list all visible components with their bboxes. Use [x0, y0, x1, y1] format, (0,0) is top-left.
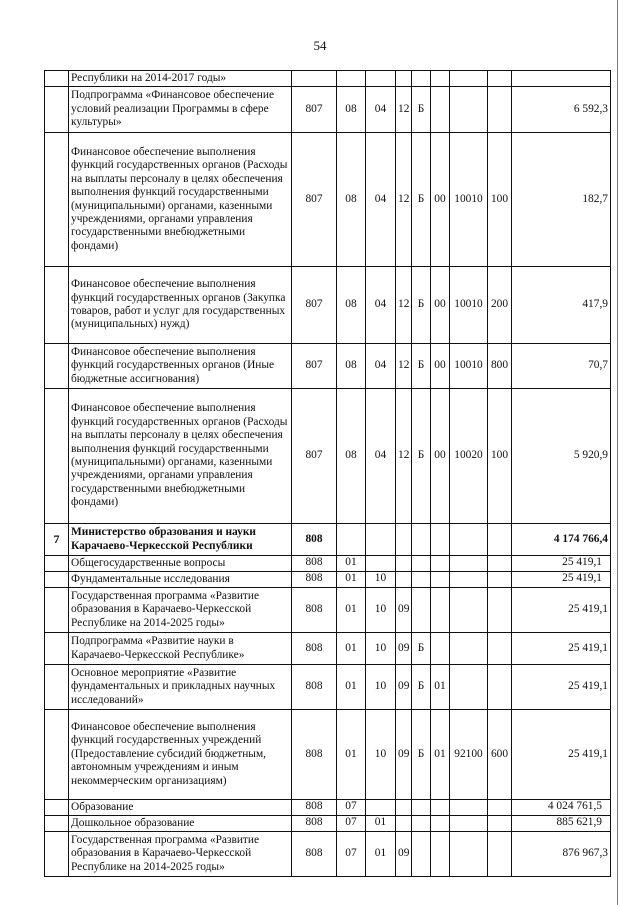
section-code-cell: 07 [337, 832, 366, 877]
direction-code-cell [450, 87, 488, 133]
program-code-cell [396, 524, 412, 556]
row-number-cell [45, 389, 69, 524]
section-code-cell: 01 [337, 572, 366, 588]
expense-type-code-cell [488, 800, 512, 816]
activity-code-cell [431, 71, 450, 87]
expense-type-code-cell [488, 556, 512, 572]
program-code-cell [396, 71, 412, 87]
page-number: 54 [313, 38, 327, 53]
amount-cell: 182,7 [512, 133, 611, 267]
activity-code-cell [431, 588, 450, 633]
subprogram-code-cell: Б [412, 665, 431, 710]
program-code-cell: 09 [396, 832, 412, 877]
ministry-code-cell [292, 71, 337, 87]
row-number-cell [45, 710, 69, 800]
activity-code-cell [431, 633, 450, 665]
expense-type-code-cell [488, 665, 512, 710]
item-name-cell: Фундаментальные исследования [69, 572, 292, 588]
amount-cell: 885 621,9 [512, 816, 611, 832]
page-edge-line [617, 0, 618, 905]
subprogram-code-cell: Б [412, 267, 431, 344]
amount-cell [512, 71, 611, 87]
subsection-code-cell: 10 [366, 572, 396, 588]
section-code-cell: 07 [337, 800, 366, 816]
expense-type-code-cell [488, 572, 512, 588]
program-code-cell: 09 [396, 588, 412, 633]
table-row [45, 71, 611, 87]
amount-cell: 25 419,1 [512, 556, 611, 572]
amount-cell: 876 967,3 [512, 832, 611, 877]
subprogram-code-cell: Б [412, 633, 431, 665]
expense-type-code-cell [488, 633, 512, 665]
section-code-cell: 01 [337, 633, 366, 665]
item-name-cell: Образование [69, 800, 292, 816]
amount-cell: 25 419,1 [512, 710, 611, 800]
subprogram-code-cell: Б [412, 133, 431, 267]
ministry-code-cell: 808 [292, 710, 337, 800]
subsection-code-cell: 04 [366, 389, 396, 524]
program-code-cell [396, 816, 412, 832]
direction-code-cell [450, 800, 488, 816]
subsection-code-cell: 04 [366, 87, 396, 133]
subprogram-code-cell [412, 71, 431, 87]
table-row [45, 524, 611, 556]
activity-code-cell [431, 800, 450, 816]
table-row [45, 832, 611, 877]
ministry-code-cell: 807 [292, 133, 337, 267]
item-name-cell: Государственная программа «Развитие образования в Карачаево-Черкесской Республике на 2014-2025 годы» [69, 588, 292, 633]
budget-table [44, 70, 611, 877]
expense-type-code-cell [488, 816, 512, 832]
direction-code-cell [450, 556, 488, 572]
subsection-code-cell [366, 71, 396, 87]
budget-table-body [45, 71, 611, 877]
subprogram-code-cell: Б [412, 87, 431, 133]
item-name-cell: Государственная программа «Развитие образования в Карачаево-Черкесской Республике на 2014-2025 годы» [69, 832, 292, 877]
table-row [45, 87, 611, 133]
row-number-cell [45, 267, 69, 344]
ministry-code-cell: 807 [292, 344, 337, 389]
program-code-cell: 12 [396, 344, 412, 389]
amount-cell: 6 592,3 [512, 87, 611, 133]
row-number-cell [45, 556, 69, 572]
amount-cell: 70,7 [512, 344, 611, 389]
ministry-code-cell: 808 [292, 665, 337, 710]
amount-cell: 4 174 766,4 [512, 524, 611, 556]
ministry-code-cell: 808 [292, 556, 337, 572]
amount-cell: 25 419,1 [512, 633, 611, 665]
item-name-cell: Основное мероприятие «Развитие фундаментальных и прикладных научных исследований» [69, 665, 292, 710]
expense-type-code-cell [488, 832, 512, 877]
program-code-cell: 09 [396, 665, 412, 710]
table-row [45, 267, 611, 344]
table-row [45, 665, 611, 710]
subsection-code-cell [366, 524, 396, 556]
row-number-cell [45, 633, 69, 665]
item-name-cell: Финансовое обеспечение выполнения функций государственных учреждений (Предоставление субсидий бюджетным, автономным учреждениям и иным некоммерческим организациям) [69, 710, 292, 800]
table-row [45, 556, 611, 572]
table-row [45, 800, 611, 816]
item-name-cell: Финансовое обеспечение выполнения функций государственных органов (Расходы на выплаты персоналу в целях обеспечения выполнения функций государственными (муниципальными) органами, казенными учреждениями, органами управления государственными внебюджетными фондами) [69, 133, 292, 267]
direction-code-cell: 10010 [450, 133, 488, 267]
activity-code-cell [431, 87, 450, 133]
row-number-cell [45, 133, 69, 267]
activity-code-cell: 01 [431, 710, 450, 800]
activity-code-cell [431, 816, 450, 832]
item-name-cell: Общегосударственные вопросы [69, 556, 292, 572]
direction-code-cell [450, 816, 488, 832]
expense-type-code-cell: 800 [488, 344, 512, 389]
direction-code-cell: 10010 [450, 267, 488, 344]
activity-code-cell [431, 524, 450, 556]
direction-code-cell: 10010 [450, 344, 488, 389]
expense-type-code-cell [488, 87, 512, 133]
subprogram-code-cell [412, 800, 431, 816]
subsection-code-cell [366, 556, 396, 572]
subprogram-code-cell [412, 556, 431, 572]
program-code-cell [396, 572, 412, 588]
table-row [45, 588, 611, 633]
subsection-code-cell: 10 [366, 633, 396, 665]
row-number-cell [45, 816, 69, 832]
direction-code-cell [450, 71, 488, 87]
direction-code-cell: 92100 [450, 710, 488, 800]
subprogram-code-cell: Б [412, 389, 431, 524]
subprogram-code-cell: Б [412, 710, 431, 800]
ministry-code-cell: 807 [292, 87, 337, 133]
item-name-cell: Финансовое обеспечение выполнения функций государственных органов (Иные бюджетные ассигнования) [69, 344, 292, 389]
item-name-cell: Подпрограмма «Развитие науки в Карачаево-Черкесской Республике» [69, 633, 292, 665]
subprogram-code-cell [412, 524, 431, 556]
subprogram-code-cell [412, 832, 431, 877]
table-row [45, 816, 611, 832]
row-number-cell [45, 572, 69, 588]
amount-cell: 4 024 761,5 [512, 800, 611, 816]
expense-type-code-cell [488, 524, 512, 556]
item-name-cell: Финансовое обеспечение выполнения функций государственных органов (Расходы на выплаты персоналу в целях обеспечения выполнения функций государственными (муниципальными) органами, казенными учреждениями, органами управления государственными внебюджетными фондами) [69, 389, 292, 524]
subsection-code-cell: 04 [366, 133, 396, 267]
subprogram-code-cell [412, 572, 431, 588]
program-code-cell [396, 800, 412, 816]
direction-code-cell [450, 572, 488, 588]
section-code-cell: 01 [337, 710, 366, 800]
program-code-cell: 09 [396, 633, 412, 665]
section-code-cell [337, 71, 366, 87]
direction-code-cell [450, 524, 488, 556]
subsection-code-cell: 04 [366, 267, 396, 344]
row-number-cell [45, 832, 69, 877]
direction-code-cell: 10020 [450, 389, 488, 524]
section-code-cell: 08 [337, 133, 366, 267]
activity-code-cell: 00 [431, 389, 450, 524]
table-row [45, 710, 611, 800]
subprogram-code-cell: Б [412, 344, 431, 389]
activity-code-cell: 00 [431, 344, 450, 389]
table-row [45, 572, 611, 588]
ministry-code-cell: 807 [292, 389, 337, 524]
program-code-cell: 09 [396, 710, 412, 800]
section-code-cell: 01 [337, 588, 366, 633]
row-number-cell [45, 87, 69, 133]
amount-cell: 25 419,1 [512, 665, 611, 710]
expense-type-code-cell: 600 [488, 710, 512, 800]
subprogram-code-cell [412, 816, 431, 832]
direction-code-cell [450, 832, 488, 877]
subsection-code-cell: 10 [366, 588, 396, 633]
row-number-cell [45, 588, 69, 633]
section-code-cell: 01 [337, 556, 366, 572]
section-code-cell: 08 [337, 389, 366, 524]
ministry-code-cell: 808 [292, 816, 337, 832]
subsection-code-cell: 04 [366, 344, 396, 389]
direction-code-cell [450, 665, 488, 710]
program-code-cell: 12 [396, 87, 412, 133]
activity-code-cell: 00 [431, 267, 450, 344]
section-code-cell: 01 [337, 665, 366, 710]
ministry-code-cell: 808 [292, 633, 337, 665]
subsection-code-cell: 01 [366, 832, 396, 877]
expense-type-code-cell [488, 588, 512, 633]
amount-cell: 25 419,1 [512, 588, 611, 633]
expense-type-code-cell [488, 71, 512, 87]
table-row [45, 344, 611, 389]
subprogram-code-cell [412, 588, 431, 633]
activity-code-cell: 01 [431, 665, 450, 710]
ministry-code-cell: 808 [292, 588, 337, 633]
subsection-code-cell: 10 [366, 665, 396, 710]
program-code-cell: 12 [396, 389, 412, 524]
section-code-cell [337, 524, 366, 556]
expense-type-code-cell: 100 [488, 133, 512, 267]
ministry-code-cell: 807 [292, 267, 337, 344]
item-name-cell: Подпрограмма «Финансовое обеспечение условий реализации Программы в сфере культуры» [69, 87, 292, 133]
direction-code-cell [450, 588, 488, 633]
amount-cell: 5 920,9 [512, 389, 611, 524]
ministry-code-cell: 808 [292, 524, 337, 556]
subsection-code-cell [366, 800, 396, 816]
activity-code-cell [431, 832, 450, 877]
program-code-cell: 12 [396, 133, 412, 267]
expense-type-code-cell: 200 [488, 267, 512, 344]
activity-code-cell [431, 572, 450, 588]
section-code-cell: 08 [337, 87, 366, 133]
ministry-code-cell: 808 [292, 572, 337, 588]
subsection-code-cell: 10 [366, 710, 396, 800]
amount-cell: 417,9 [512, 267, 611, 344]
row-number-cell [45, 71, 69, 87]
row-number-cell: 7 [45, 524, 69, 556]
direction-code-cell [450, 633, 488, 665]
amount-cell: 25 419,1 [512, 572, 611, 588]
ministry-code-cell: 808 [292, 800, 337, 816]
section-code-cell: 08 [337, 344, 366, 389]
program-code-cell [396, 556, 412, 572]
row-number-cell [45, 665, 69, 710]
row-number-cell [45, 800, 69, 816]
program-code-cell: 12 [396, 267, 412, 344]
item-name-cell: Финансовое обеспечение выполнения функций государственных органов (Закупка товаров, работ и услуг для государственных (муниципальных) нужд) [69, 267, 292, 344]
activity-code-cell: 00 [431, 133, 450, 267]
section-code-cell: 08 [337, 267, 366, 344]
table-row [45, 133, 611, 267]
ministry-code-cell: 808 [292, 832, 337, 877]
row-number-cell [45, 344, 69, 389]
table-row [45, 389, 611, 524]
section-code-cell: 07 [337, 816, 366, 832]
subsection-code-cell: 01 [366, 816, 396, 832]
item-name-cell: Дошкольное образование [69, 816, 292, 832]
table-row [45, 633, 611, 665]
item-name-cell: Республики на 2014-2017 годы» [69, 71, 292, 87]
activity-code-cell [431, 556, 450, 572]
item-name-cell: Министерство образования и науки Карачаево-Черкесской Республики [69, 524, 292, 556]
expense-type-code-cell: 100 [488, 389, 512, 524]
